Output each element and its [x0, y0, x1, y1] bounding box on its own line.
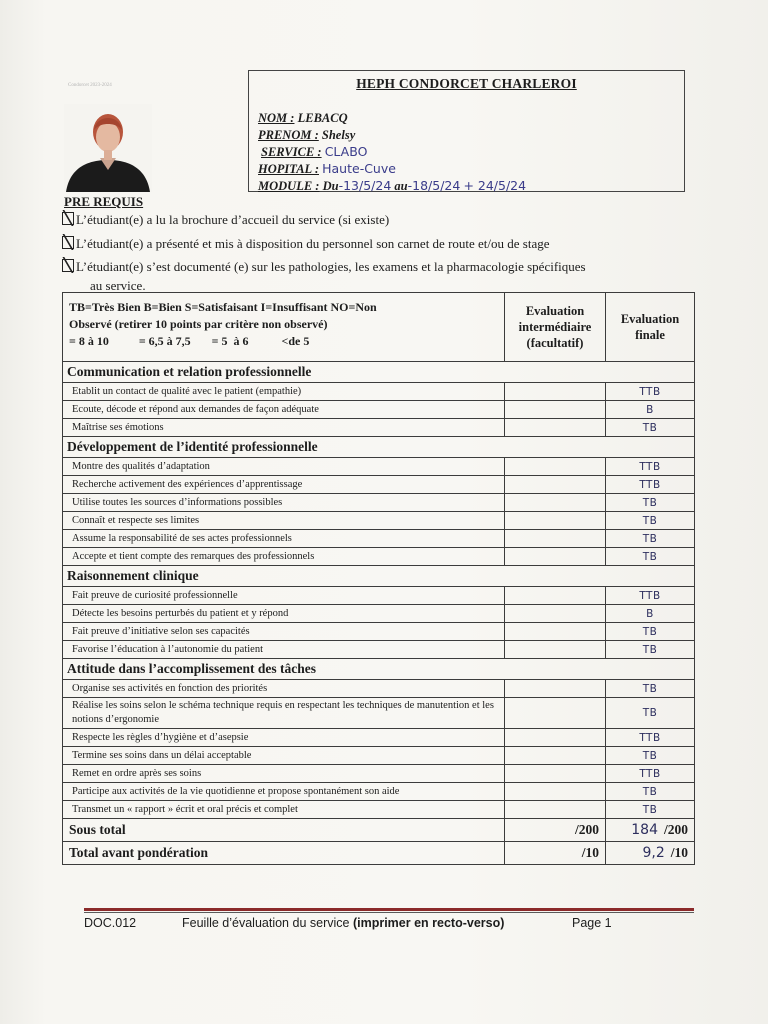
final-score-cell[interactable]: TB	[606, 548, 695, 566]
module-du: Du	[322, 179, 339, 193]
criterion-label: Respecte les règles d’hygiène et d’asepsie	[63, 729, 505, 747]
final-score-cell[interactable]: TTB	[606, 729, 695, 747]
checkbox-checked-icon[interactable]	[62, 236, 74, 249]
intermediate-score-cell[interactable]	[505, 383, 606, 401]
prereq-item: L’étudiant(e) a lu la brochure d’accueil du service (si existe)	[62, 212, 389, 228]
intermediate-score-cell[interactable]	[505, 476, 606, 494]
criterion-label: Participe aux activités de la vie quotidienne et propose spontanément son aide	[63, 783, 505, 801]
intermediate-score-cell[interactable]	[505, 548, 606, 566]
criterion-row	[63, 605, 695, 623]
intermediate-score-cell[interactable]	[505, 783, 606, 801]
criterion-row	[63, 641, 695, 659]
final-score-cell[interactable]: TB	[606, 783, 695, 801]
final-score-cell[interactable]: TTB	[606, 383, 695, 401]
intermediate-score-cell[interactable]	[505, 801, 606, 819]
sous-total-int-max: /200	[505, 819, 606, 842]
criterion-row	[63, 623, 695, 641]
table-header-row	[63, 293, 695, 362]
module-label: MODULE :	[258, 179, 320, 193]
sous-total-final: 184 /200	[606, 819, 695, 842]
nom-line	[258, 111, 348, 126]
criterion-label: Assume la responsabilité de ses actes professionnels	[63, 530, 505, 548]
criterion-label: Favorise l’éducation à l’autonomie du patient	[63, 641, 505, 659]
prereq-item-continuation: au service.	[90, 278, 146, 293]
module-to: -18/5/24	[407, 178, 461, 193]
section-title: Raisonnement clinique	[63, 566, 695, 587]
module-from: -13/5/24	[338, 178, 392, 193]
criterion-row	[63, 458, 695, 476]
final-score-cell[interactable]: TB	[606, 530, 695, 548]
final-score-cell[interactable]: TB	[606, 747, 695, 765]
student-photo	[64, 104, 152, 192]
prereq-item: L’étudiant(e) a présenté et mis à disposition du personnel son carnet de route et/ou de stage	[62, 236, 550, 252]
criterion-label: Etablit un contact de qualité avec le patient (empathie)	[63, 383, 505, 401]
final-score-cell[interactable]: TB	[606, 419, 695, 437]
service-label: SERVICE :	[261, 145, 322, 159]
intermediate-score-cell[interactable]	[505, 530, 606, 548]
final-score-cell[interactable]: TB	[606, 494, 695, 512]
intermediate-score-cell[interactable]	[505, 401, 606, 419]
criterion-row	[63, 801, 695, 819]
final-score-cell[interactable]: B	[606, 401, 695, 419]
module-line	[258, 178, 526, 194]
criteria-body	[63, 362, 695, 819]
service-value: CLABO	[324, 144, 368, 159]
prenom-label: PRENOM :	[258, 128, 319, 142]
sous-total-row	[63, 819, 695, 842]
criterion-label: Réalise les soins selon le schéma technique requis en respectant les techniques de manutention et les notions d’ergonomie	[63, 698, 505, 729]
footer-rule-thin	[84, 912, 694, 913]
nom-value: LEBACQ	[297, 111, 348, 125]
final-score-cell[interactable]: TB	[606, 801, 695, 819]
grading-legend: TB=Très Bien B=Bien S=Satisfaisant I=Insuffisant NO=Non Observé (retirer 10 points par critère non observé) = 8 à 10 = 6,5 à 7,5 = 5 à 6 <de 5	[63, 293, 505, 362]
criterion-row	[63, 680, 695, 698]
criterion-row	[63, 747, 695, 765]
module-extra: + 24/5/24	[463, 178, 527, 193]
final-score-cell[interactable]: TB	[606, 512, 695, 530]
intermediate-score-cell[interactable]	[505, 641, 606, 659]
intermediate-score-cell[interactable]	[505, 729, 606, 747]
criterion-row	[63, 476, 695, 494]
intermediate-score-cell[interactable]	[505, 512, 606, 530]
intermediate-score-cell[interactable]	[505, 419, 606, 437]
criterion-label: Connaît et respecte ses limites	[63, 512, 505, 530]
service-line	[261, 144, 367, 160]
criterion-label: Recherche activement des expériences d’apprentissage	[63, 476, 505, 494]
student-info-box	[248, 70, 685, 192]
hopital-value: Haute-Cuve	[322, 161, 396, 176]
criterion-row	[63, 401, 695, 419]
criterion-row	[63, 419, 695, 437]
section-title: Attitude dans l’accomplissement des tâches	[63, 659, 695, 680]
sous-total-label: Sous total	[63, 819, 505, 842]
criterion-row	[63, 698, 695, 729]
criterion-label: Fait preuve de curiosité professionnelle	[63, 587, 505, 605]
final-score-cell[interactable]: TB	[606, 641, 695, 659]
final-score-cell[interactable]: TB	[606, 680, 695, 698]
section-title: Développement de l’identité professionnelle	[63, 437, 695, 458]
total-avant-row	[63, 842, 695, 865]
intermediate-score-cell[interactable]	[505, 458, 606, 476]
criterion-label: Organise ses activités en fonction des priorités	[63, 680, 505, 698]
prereq-item: L’étudiant(e) s’est documenté (e) sur les pathologies, les examens et la pharmacologie spécifiques	[62, 259, 586, 275]
criterion-label: Termine ses soins dans un délai acceptable	[63, 747, 505, 765]
criterion-row	[63, 512, 695, 530]
intermediate-score-cell[interactable]	[505, 587, 606, 605]
section-header-row	[63, 362, 695, 383]
final-score-cell[interactable]: TB	[606, 698, 695, 729]
intermediate-score-cell[interactable]	[505, 765, 606, 783]
checkbox-checked-icon[interactable]	[62, 212, 74, 225]
hopital-label: HOPITAL :	[258, 162, 319, 176]
section-header-row	[63, 566, 695, 587]
criterion-label: Maîtrise ses émotions	[63, 419, 505, 437]
col-header-finale: Evaluation finale	[606, 293, 695, 362]
criterion-label: Transmet un « rapport » écrit et oral précis et complet	[63, 801, 505, 819]
intermediate-score-cell[interactable]	[505, 623, 606, 641]
final-score-cell[interactable]: TTB	[606, 476, 695, 494]
footer-title: Feuille d’évaluation du service (imprimer en recto-verso)	[182, 916, 505, 930]
col-header-intermediaire: Evaluation intermédiaire (facultatif)	[505, 293, 606, 362]
photo-caption: Condorcet 2023-2024	[68, 83, 112, 88]
criterion-row	[63, 494, 695, 512]
criterion-row	[63, 765, 695, 783]
school-title: HEPH CONDORCET CHARLEROI	[356, 76, 577, 91]
footer-doc-code: DOC.012	[84, 916, 137, 930]
section-header-row	[63, 437, 695, 458]
total-avant-final: 9,2 /10	[606, 842, 695, 865]
total-avant-int-max: /10	[505, 842, 606, 865]
criterion-label: Remet en ordre après ses soins	[63, 765, 505, 783]
criterion-row	[63, 383, 695, 401]
final-score-cell[interactable]: B	[606, 605, 695, 623]
final-score-cell[interactable]: TTB	[606, 587, 695, 605]
footer-page-number: Page 1	[572, 916, 612, 930]
criterion-row	[63, 729, 695, 747]
hopital-line	[258, 161, 396, 177]
criterion-label: Fait preuve d’initiative selon ses capacités	[63, 623, 505, 641]
final-score-cell[interactable]: TB	[606, 623, 695, 641]
intermediate-score-cell[interactable]	[505, 747, 606, 765]
intermediate-score-cell[interactable]	[505, 494, 606, 512]
intermediate-score-cell[interactable]	[505, 698, 606, 729]
checkbox-checked-icon[interactable]	[62, 259, 74, 272]
evaluation-table	[62, 292, 695, 865]
section-header-row	[63, 659, 695, 680]
section-title: Communication et relation professionnelle	[63, 362, 695, 383]
intermediate-score-cell[interactable]	[505, 605, 606, 623]
criterion-label: Utilise toutes les sources d’informations possibles	[63, 494, 505, 512]
module-au: au	[394, 179, 408, 193]
criterion-row	[63, 587, 695, 605]
footer-rule	[84, 908, 694, 911]
criterion-label: Accepte et tient compte des remarques des professionnels	[63, 548, 505, 566]
criterion-label: Détecte les besoins perturbés du patient et y répond	[63, 605, 505, 623]
intermediate-score-cell[interactable]	[505, 680, 606, 698]
final-score-cell[interactable]: TTB	[606, 458, 695, 476]
prereq-title: PRE REQUIS	[64, 194, 144, 209]
criterion-label: Ecoute, décode et répond aux demandes de façon adéquate	[63, 401, 505, 419]
prenom-value: Shelsy	[321, 128, 356, 142]
criterion-row	[63, 548, 695, 566]
total-avant-label: Total avant pondération	[63, 842, 505, 865]
nom-label: NOM :	[258, 111, 295, 125]
final-score-cell[interactable]: TTB	[606, 765, 695, 783]
criterion-row	[63, 530, 695, 548]
prenom-line	[258, 128, 355, 143]
criterion-row	[63, 783, 695, 801]
criterion-label: Montre des qualités d’adaptation	[63, 458, 505, 476]
